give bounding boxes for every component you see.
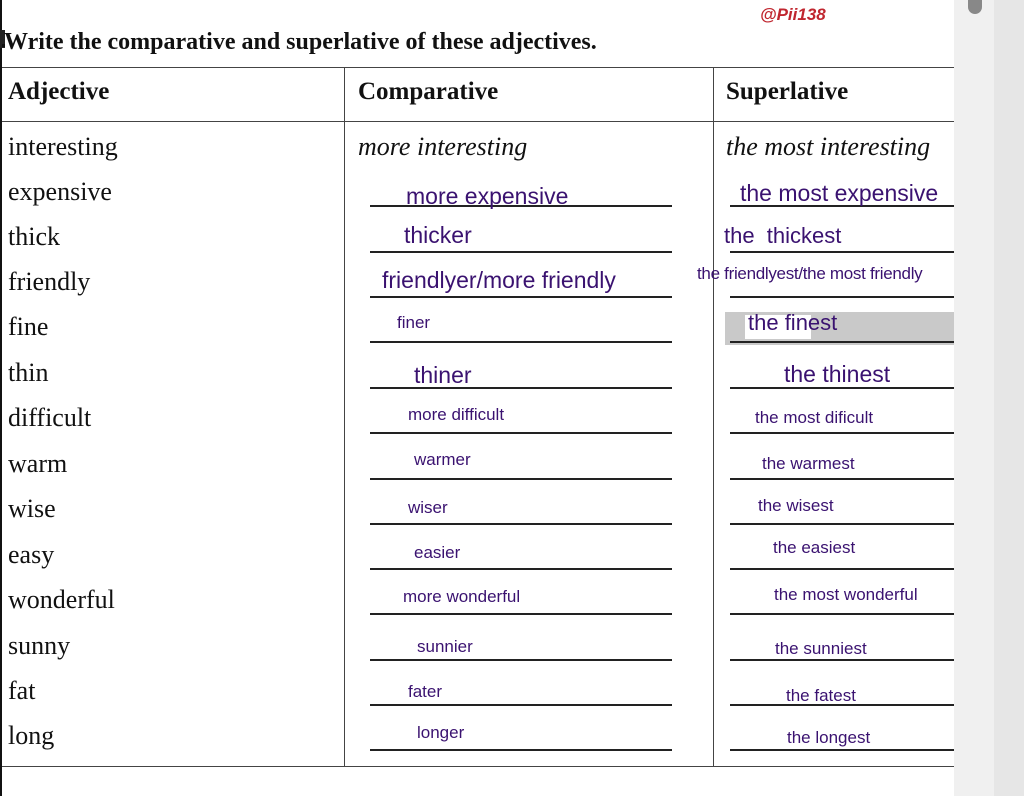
comparative-answer[interactable]: friendlyer/more friendly <box>382 267 616 293</box>
comparative-answer[interactable]: easier <box>414 543 461 562</box>
superlative-answer[interactable]: the wisest <box>758 496 834 515</box>
scrollbar-track[interactable] <box>994 0 1024 796</box>
superlative-answer[interactable]: the most wonderful <box>774 585 918 604</box>
comparative-blank <box>370 568 672 570</box>
superlative-answer[interactable]: the fatest <box>786 686 856 705</box>
adjective-cell: expensive <box>8 177 112 206</box>
comparative-answer[interactable]: finer <box>397 313 431 332</box>
scrollbar-thumb[interactable] <box>968 0 982 14</box>
example-comparative: more interesting <box>358 132 528 161</box>
adjective-cell: thick <box>8 222 60 251</box>
superlative-answer[interactable]: the most dificult <box>755 408 874 427</box>
superlative-answer[interactable]: the finest <box>748 310 838 335</box>
watermark: @Pii138 <box>760 5 826 24</box>
adjective-cell: easy <box>8 540 55 569</box>
adjective-cell: warm <box>8 449 68 478</box>
comparative-blank <box>370 432 672 434</box>
superlative-blank <box>730 251 954 253</box>
header-bottom-border <box>2 121 954 122</box>
superlative-answer[interactable]: the warmest <box>762 454 855 473</box>
left-border <box>0 0 2 796</box>
comparative-answer[interactable]: more difficult <box>408 405 505 424</box>
adjective-cell: fine <box>8 312 49 341</box>
superlative-answer[interactable]: the easiest <box>773 538 856 557</box>
adjective-cell: friendly <box>8 267 91 296</box>
comparative-answer[interactable]: sunnier <box>417 637 473 656</box>
table-top-border <box>2 67 954 68</box>
comparative-answer[interactable]: fater <box>408 682 443 701</box>
adjective-cell: difficult <box>8 403 92 432</box>
comparative-answer[interactable]: more expensive <box>406 183 569 209</box>
superlative-answer[interactable]: the friendlyest/the most friendly <box>697 264 923 283</box>
superlative-blank <box>730 659 954 661</box>
example-adjective: interesting <box>8 132 118 161</box>
comparative-answer[interactable]: thicker <box>404 222 472 248</box>
comparative-answer[interactable]: longer <box>417 723 465 742</box>
header-superlative: Superlative <box>726 78 849 105</box>
adjective-cell: thin <box>8 358 49 387</box>
superlative-blank <box>730 432 954 434</box>
superlative-blank <box>730 568 954 570</box>
comparative-answer[interactable]: thiner <box>414 362 472 388</box>
comparative-blank <box>370 478 672 480</box>
superlative-answer[interactable]: the most expensive <box>740 180 939 206</box>
comparative-blank <box>370 251 672 253</box>
superlative-blank <box>730 749 954 751</box>
superlative-blank <box>730 296 954 298</box>
comparative-blank <box>370 704 672 706</box>
comparative-blank <box>370 749 672 751</box>
comparative-answer[interactable]: more wonderful <box>403 587 521 606</box>
comparative-blank <box>370 296 672 298</box>
comparative-answer[interactable]: warmer <box>414 450 471 469</box>
adjective-cell: wise <box>8 494 56 523</box>
example-superlative: the most interesting <box>726 132 931 161</box>
superlative-answer[interactable]: the longest <box>787 728 871 747</box>
adjective-cell: fat <box>8 676 36 705</box>
superlative-blank <box>730 478 954 480</box>
comparative-answer[interactable]: wiser <box>408 498 448 517</box>
header-comparative: Comparative <box>358 78 499 105</box>
page-title: Write the comparative and superlative of these adjectives. <box>4 29 597 55</box>
superlative-blank <box>730 613 954 615</box>
superlative-blank <box>730 341 954 343</box>
table-bottom-border <box>2 766 954 767</box>
header-adjective: Adjective <box>8 78 110 105</box>
superlative-answer[interactable]: the thinest <box>784 361 891 387</box>
superlative-blank <box>730 523 954 525</box>
comparative-blank <box>370 659 672 661</box>
column-divider-2 <box>713 67 714 767</box>
adjective-cell: sunny <box>8 631 71 660</box>
adjective-cell: wonderful <box>8 585 115 614</box>
column-divider-1 <box>344 67 345 767</box>
superlative-answer[interactable]: the thickest <box>724 223 842 248</box>
comparative-blank <box>370 523 672 525</box>
superlative-answer[interactable]: the sunniest <box>775 639 867 658</box>
adjective-cell: long <box>8 721 55 750</box>
comparative-blank <box>370 613 672 615</box>
comparative-blank <box>370 341 672 343</box>
